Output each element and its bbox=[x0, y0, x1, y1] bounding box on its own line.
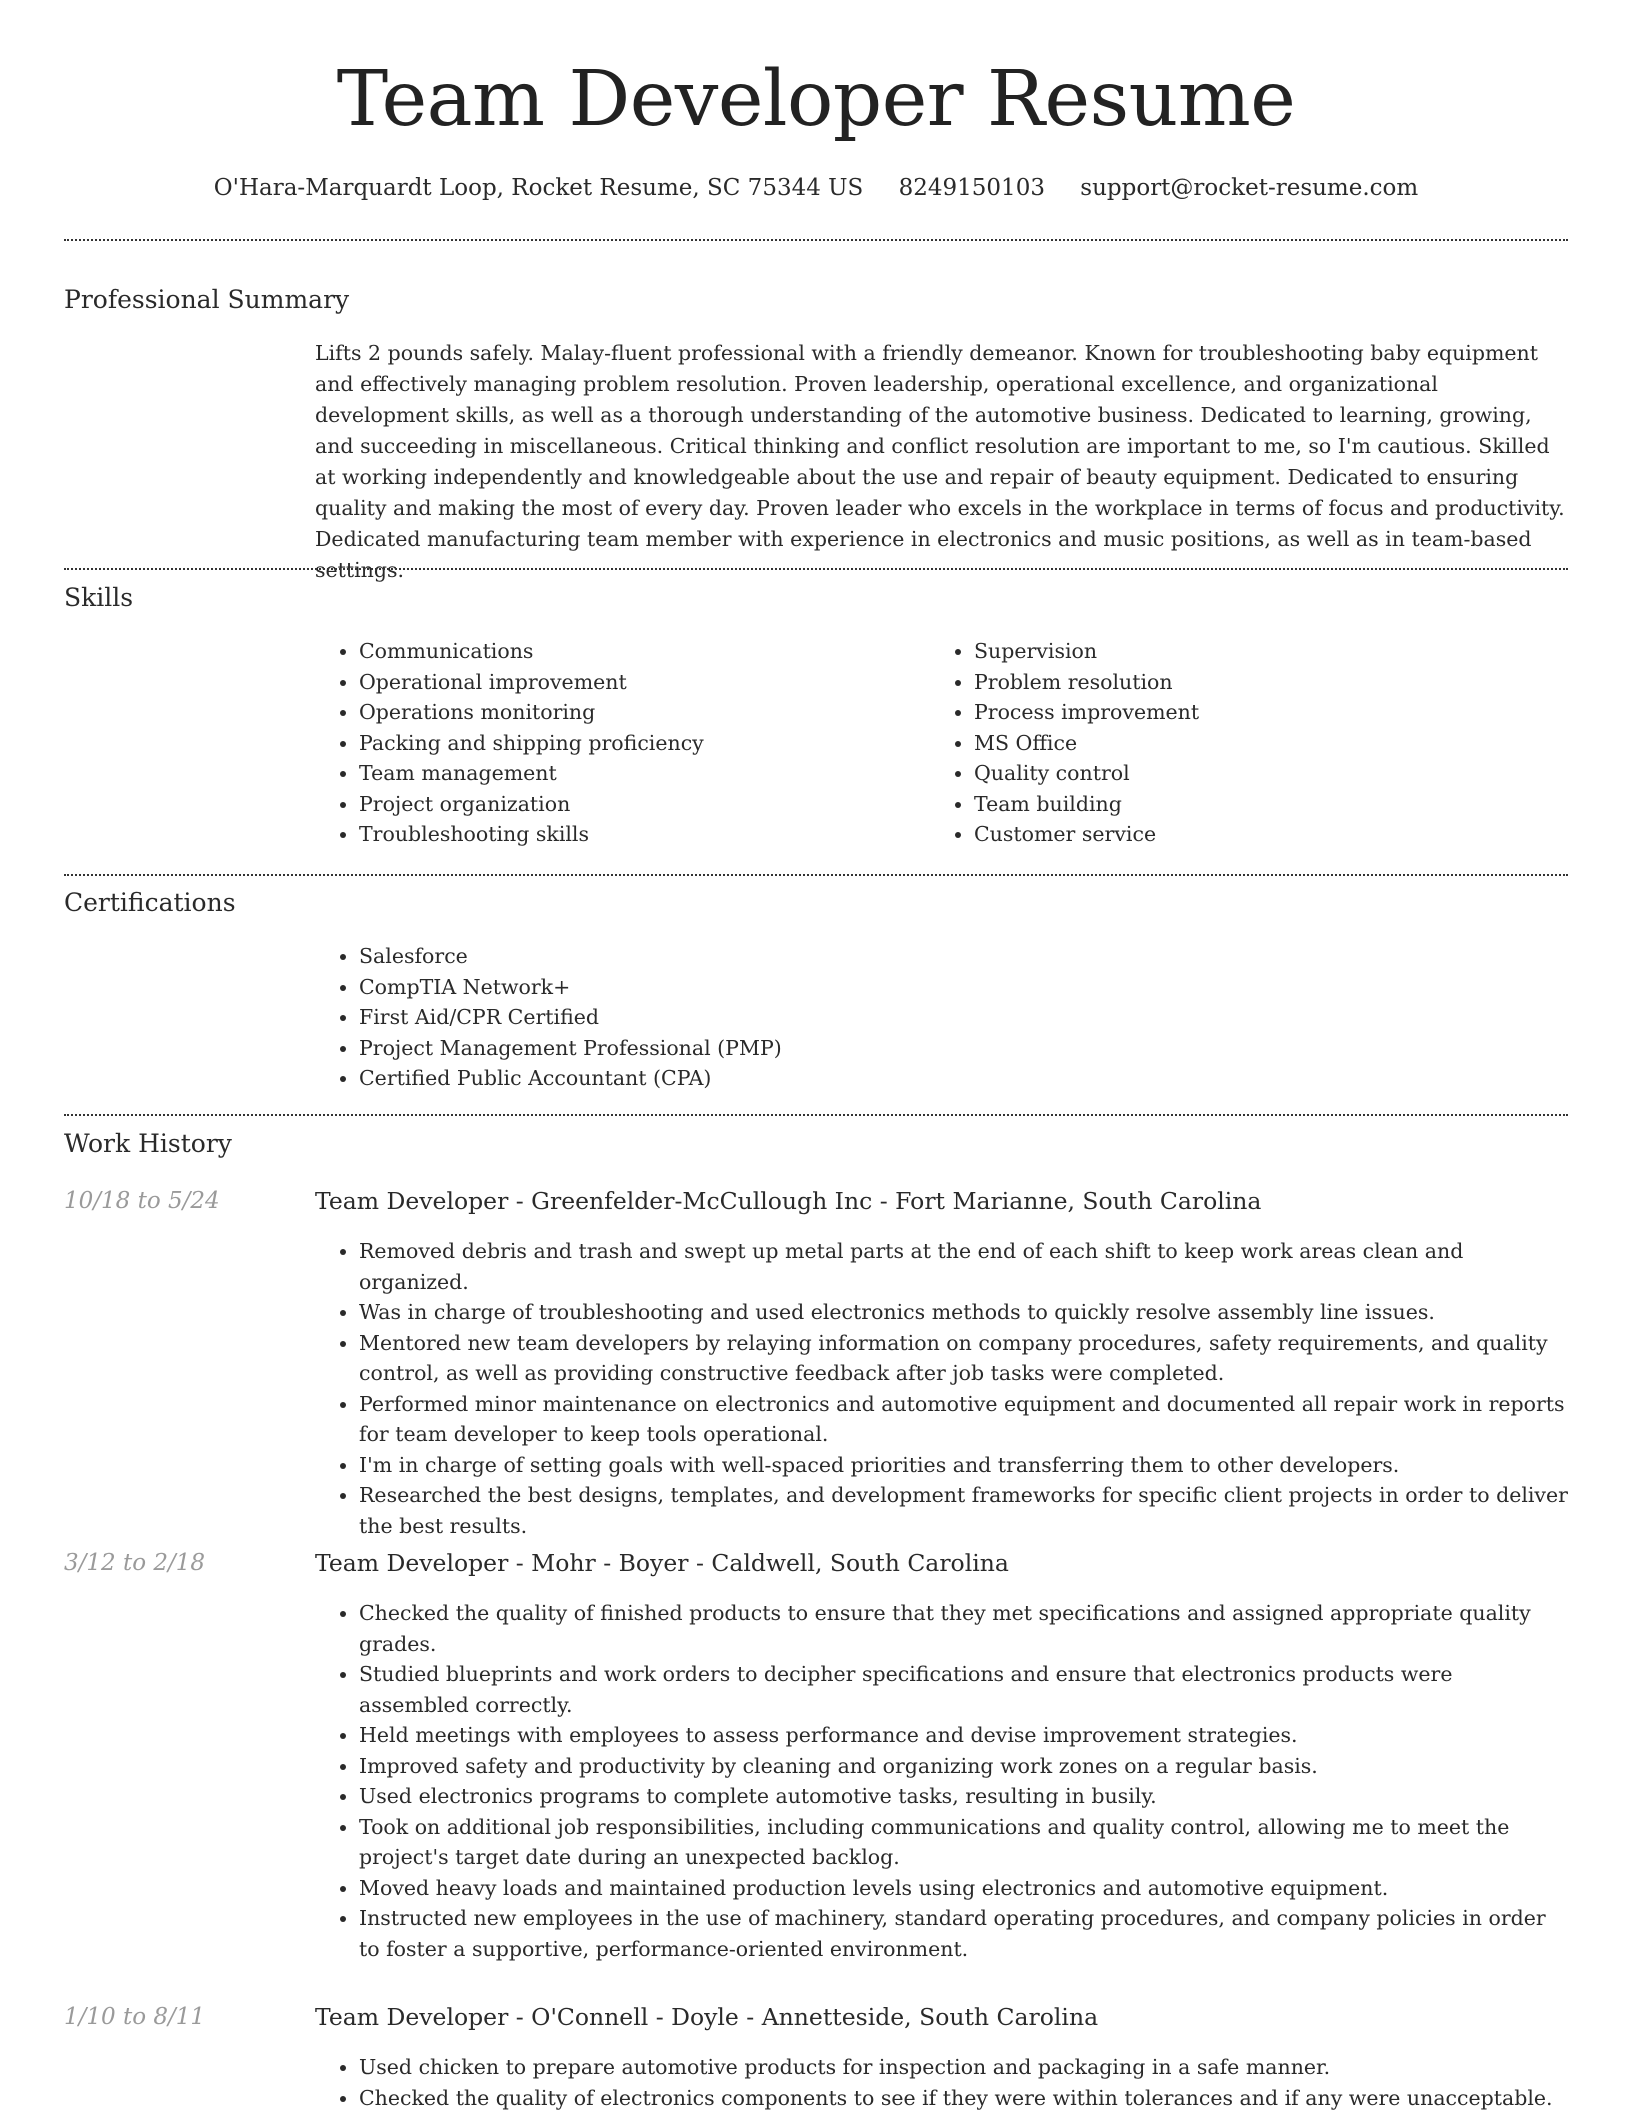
skills-list-right bbox=[930, 636, 1574, 850]
divider bbox=[64, 568, 1568, 570]
list-item: • Checked the quality of finished products to ensure that they met specifications and assigned appropriate quality grades. bbox=[359, 1598, 1568, 1659]
job-title: Team Developer - Mohr - Boyer - Caldwell, South Carolina bbox=[315, 1547, 1009, 1579]
divider bbox=[64, 239, 1568, 241]
section-title-skills: Skills bbox=[64, 581, 133, 615]
contact-address: O'Hara-Marquardt Loop, Rocket Resume, SC 75344 US bbox=[214, 175, 864, 201]
list-item: • Held meetings with employees to assess performance and devise improvement strategies. bbox=[359, 1720, 1568, 1751]
list-item: • Moved heavy loads and maintained production levels using electronics and automotive equipment. bbox=[359, 1873, 1568, 1904]
list-item: • Operations monitoring bbox=[359, 697, 919, 728]
job-bullets bbox=[315, 2052, 1568, 2113]
list-item: • Customer service bbox=[974, 819, 1574, 850]
list-item: • Certified Public Accountant (CPA) bbox=[359, 1063, 1559, 1094]
contact-email: support@rocket-resume.com bbox=[1080, 175, 1418, 201]
section-title-summary: Professional Summary bbox=[64, 283, 349, 317]
divider bbox=[64, 874, 1568, 876]
list-item: • Checked the quality of electronics components to see if they were within tolerances and if any were unacceptable. bbox=[359, 2083, 1568, 2113]
contact-line bbox=[64, 172, 1568, 204]
list-item: • First Aid/CPR Certified bbox=[359, 1002, 1559, 1033]
resume-title: Team Developer Resume bbox=[64, 52, 1568, 148]
job-bullets bbox=[315, 1598, 1568, 1964]
list-item: • Operational improvement bbox=[359, 667, 919, 698]
list-item: • Team building bbox=[974, 789, 1574, 820]
contact-phone: 8249150103 bbox=[899, 175, 1045, 201]
list-item: • Researched the best designs, templates, and development frameworks for specific client projects in order to deliver the best results. bbox=[359, 1480, 1568, 1541]
job-dates: 3/12 to 2/18 bbox=[64, 1547, 205, 1579]
list-item: • Studied blueprints and work orders to decipher specifications and ensure that electronics products were assembled correctly. bbox=[359, 1659, 1568, 1720]
job-dates: 1/10 to 8/11 bbox=[64, 2001, 205, 2033]
list-item: • I'm in charge of setting goals with well-spaced priorities and transferring them to other developers. bbox=[359, 1450, 1568, 1481]
list-item: • Troubleshooting skills bbox=[359, 819, 919, 850]
list-item: • Was in charge of troubleshooting and used electronics methods to quickly resolve assembly line issues. bbox=[359, 1297, 1568, 1328]
list-item: • Project Management Professional (PMP) bbox=[359, 1033, 1559, 1064]
list-item: • Mentored new team developers by relaying information on company procedures, safety requirements, and quality control, as well as providing constructive feedback after job tasks were completed. bbox=[359, 1328, 1568, 1389]
list-item: • Performed minor maintenance on electronics and automotive equipment and documented all repair work in reports for team developer to keep tools operational. bbox=[359, 1389, 1568, 1450]
list-item: • Process improvement bbox=[974, 697, 1574, 728]
job-bullets bbox=[315, 1236, 1568, 1541]
list-item: • CompTIA Network+ bbox=[359, 972, 1559, 1003]
list-item: • Communications bbox=[359, 636, 919, 667]
list-item: • Used chicken to prepare automotive products for inspection and packaging in a safe manner. bbox=[359, 2052, 1568, 2083]
summary-text: Lifts 2 pounds safely. Malay-fluent professional with a friendly demeanor. Known for troubleshooting baby equipment and effectively managing problem resolution. Proven leadership, operational excellence, and organizational development skills, as well as a thorough understanding of the automotive business. Dedicated to learning, growing, and succeeding in miscellaneous. Critical thinking and conflict resolution are important to me, so I'm cautious. Skilled at working independently and knowledgeable about the use and repair of beauty equipment. Dedicated to ensuring quality and making the most of every day. Proven leader who excels in the workplace in terms of focus and productivity. Dedicated manufacturing team member with experience in electronics and music positions, as well as in team-based settings. bbox=[315, 338, 1568, 586]
job-title: Team Developer - Greenfelder-McCullough Inc - Fort Marianne, South Carolina bbox=[315, 1185, 1261, 1217]
section-title-work-history: Work History bbox=[64, 1127, 232, 1161]
list-item: • Packing and shipping proficiency bbox=[359, 728, 919, 759]
section-title-certifications: Certifications bbox=[64, 886, 236, 920]
list-item: • Used electronics programs to complete automotive tasks, resulting in busily. bbox=[359, 1781, 1568, 1812]
list-item: • Supervision bbox=[974, 636, 1574, 667]
list-item: • Problem resolution bbox=[974, 667, 1574, 698]
list-item: • Took on additional job responsibilities, including communications and quality control, allowing me to meet the project's target date during an unexpected backlog. bbox=[359, 1812, 1568, 1873]
list-item: • Improved safety and productivity by cleaning and organizing work zones on a regular basis. bbox=[359, 1751, 1568, 1782]
skills-list-left bbox=[315, 636, 919, 850]
divider bbox=[64, 1114, 1568, 1116]
job-dates: 10/18 to 5/24 bbox=[64, 1185, 220, 1217]
list-item: • Instructed new employees in the use of machinery, standard operating procedures, and company policies in order to foster a supportive, performance-oriented environment. bbox=[359, 1903, 1568, 1964]
job-title: Team Developer - O'Connell - Doyle - Annetteside, South Carolina bbox=[315, 2001, 1098, 2033]
list-item: • MS Office bbox=[974, 728, 1574, 759]
certifications-list bbox=[315, 941, 1559, 1094]
list-item: • Salesforce bbox=[359, 941, 1559, 972]
list-item: • Quality control bbox=[974, 758, 1574, 789]
list-item: • Removed debris and trash and swept up metal parts at the end of each shift to keep work areas clean and organized. bbox=[359, 1236, 1568, 1297]
list-item: • Project organization bbox=[359, 789, 919, 820]
list-item: • Team management bbox=[359, 758, 919, 789]
